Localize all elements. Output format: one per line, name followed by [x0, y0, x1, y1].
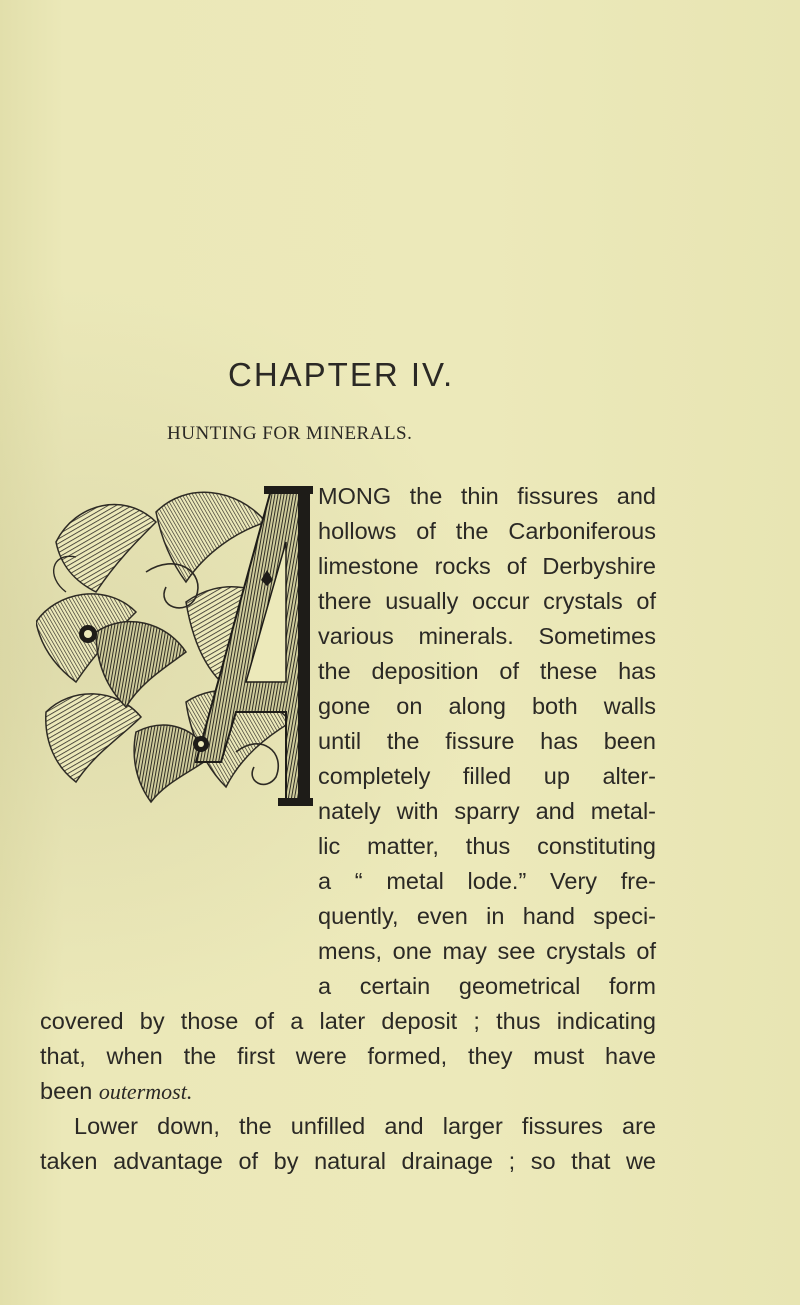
ornamental-drop-cap-illustration [36, 482, 313, 810]
text-line-last [40, 1080, 656, 1104]
text-line: MONG the thin fissures and [318, 483, 656, 509]
text-line: nately with sparry and metal- [318, 798, 656, 824]
text-line: hollows of the Carboniferous [318, 518, 656, 544]
text-line: a “ metal lode.” Very fre- [318, 868, 656, 894]
chapter-subtitle: HUNTING FOR MINERALS. [167, 423, 413, 444]
text-line: mens, one may see crystals of [318, 938, 656, 964]
text-line: until the fissure has been [318, 728, 656, 754]
text-line: the deposition of these has [318, 658, 656, 684]
emphasized-word: outermost. [98, 1079, 193, 1104]
text-line: various minerals. Sometimes [318, 623, 656, 649]
text-line: Lower down, the unfilled and larger fissures are [74, 1113, 656, 1139]
text-line: lic matter, thus constituting [318, 833, 656, 859]
chapter-heading: CHAPTER IV. [228, 356, 455, 393]
text-line: a certain geometrical form [318, 973, 656, 999]
text-line: there usually occur crystals of [318, 588, 656, 614]
text-line: covered by those of a later deposit ; thus indicating [40, 1008, 656, 1034]
text-line: quently, even in hand speci- [318, 903, 656, 929]
text-line: gone on along both walls [318, 693, 656, 719]
text-fragment: been [40, 1078, 99, 1104]
text-line: completely filled up alter- [318, 763, 656, 789]
text-line: limestone rocks of Derbyshire [318, 553, 656, 579]
text-line: taken advantage of by natural drainage ; so that we [40, 1148, 656, 1174]
text-line: that, when the first were formed, they must have [40, 1043, 656, 1069]
